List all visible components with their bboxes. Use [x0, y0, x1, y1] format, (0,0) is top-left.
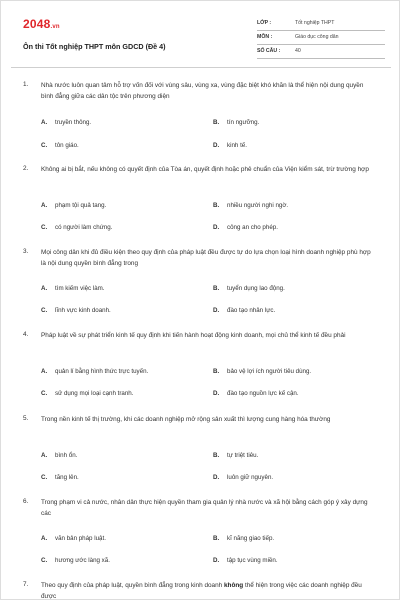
option-key: D.: [213, 224, 220, 231]
question-1: [1, 81, 400, 161]
meta-label: LỚP :: [257, 20, 272, 26]
option-d[interactable]: [213, 474, 273, 481]
exam-meta-table: [257, 17, 385, 59]
option-text: luôn giữ nguyên.: [227, 474, 274, 481]
option-key: C.: [41, 142, 48, 149]
meta-value: Giáo dục công dân: [295, 34, 339, 40]
logo-suffix-text: .vn: [50, 24, 60, 30]
option-b[interactable]: [213, 535, 274, 542]
question-text-emphasis: không: [224, 582, 244, 589]
question-number: 2.: [23, 165, 29, 172]
meta-row-class: [257, 17, 385, 31]
question-5: [1, 415, 400, 495]
meta-value: 40: [295, 48, 301, 54]
question-7: [1, 581, 400, 600]
question-2: [1, 165, 400, 245]
option-text: công an cho phép.: [227, 224, 278, 231]
option-c[interactable]: [41, 557, 110, 564]
option-a[interactable]: [41, 368, 148, 375]
option-text: kĩ năng giao tiếp.: [227, 535, 275, 542]
option-key: C.: [41, 224, 48, 231]
option-text: hương ước làng xã.: [55, 557, 110, 564]
option-key: C.: [41, 474, 48, 481]
meta-label: SỐ CÂU :: [257, 48, 281, 54]
option-key: D.: [213, 307, 220, 314]
option-text: văn bản pháp luật.: [55, 535, 106, 542]
option-text: lĩnh vực kinh doanh.: [55, 307, 111, 314]
option-b[interactable]: [213, 452, 258, 459]
option-text: đào tạo nguồn lực kế cận.: [227, 390, 299, 397]
option-key: C.: [41, 307, 48, 314]
option-key: D.: [213, 142, 220, 149]
option-text: sử dụng mọi loại cạnh tranh.: [55, 390, 134, 397]
option-key: B.: [213, 285, 220, 292]
option-key: A.: [41, 368, 48, 375]
question-text: Không ai bị bắt, nếu không có quyết định của Tòa án, quyết định hoặc phê chuẩn của Viện kiểm sát, trừ trường hợp: [41, 166, 369, 173]
option-key: A.: [41, 285, 48, 292]
option-text: quản lí bằng hình thức trực tuyến.: [55, 368, 149, 375]
option-a[interactable]: [41, 285, 105, 292]
option-text: truyền thông.: [55, 119, 92, 126]
option-a[interactable]: [41, 119, 91, 126]
option-c[interactable]: [41, 390, 133, 397]
option-b[interactable]: [213, 119, 259, 126]
question-3: [1, 248, 400, 328]
meta-label: MÔN :: [257, 34, 273, 40]
question-text-part: thể hiện trong việc các doanh nghiệp đều được: [41, 582, 362, 600]
question-4: [1, 331, 400, 411]
option-c[interactable]: [41, 307, 111, 314]
question-number: 3.: [23, 248, 29, 255]
meta-row-subject: [257, 31, 385, 45]
option-text: nhiều người nghi ngờ.: [227, 202, 289, 209]
option-key: D.: [213, 390, 220, 397]
question-number: 1.: [23, 81, 29, 88]
question-number: 5.: [23, 415, 29, 422]
option-text: tuyển dụng lao động.: [227, 285, 285, 292]
option-key: B.: [213, 452, 220, 459]
option-text: kinh tế.: [227, 142, 247, 149]
option-a[interactable]: [41, 535, 106, 542]
option-text: tín ngưỡng.: [227, 119, 260, 126]
exam-header: [15, 11, 387, 63]
option-c[interactable]: [41, 474, 79, 481]
meta-value: Tốt nghiệp THPT: [295, 20, 335, 26]
option-c[interactable]: [41, 224, 112, 231]
option-key: A.: [41, 119, 48, 126]
question-number: 4.: [23, 331, 29, 338]
option-text: bình ổn.: [55, 452, 78, 459]
option-key: C.: [41, 557, 48, 564]
option-key: B.: [213, 119, 220, 126]
option-text: phạm tội quả tang.: [55, 202, 107, 209]
option-d[interactable]: [213, 307, 275, 314]
option-text: tôn giáo.: [55, 142, 79, 149]
question-text: Mọi công dân khi đủ điều kiện theo quy định của pháp luật đều được tự do lựa chọn loại hình doanh nghiệp phù hợp là nội dung quyền bình đẳng trong: [41, 249, 371, 267]
option-key: B.: [213, 368, 220, 375]
option-text: tìm kiếm việc làm.: [55, 285, 105, 292]
question-text: Trong nền kinh tế thị trường, khi các doanh nghiệp mở rộng sản xuất thì lượng cung hàng hóa thường: [41, 416, 331, 423]
option-b[interactable]: [213, 202, 288, 209]
question-text: Trong phạm vi cả nước, nhân dân thực hiện quyền tham gia quản lý nhà nước và xã hội bằng cách góp ý xây dựng các: [41, 499, 368, 517]
option-a[interactable]: [41, 202, 106, 209]
question-text: Pháp luật về sự phát triển kinh tế quy định khi tiến hành hoạt động kinh doanh, mọi chủ thể kinh tế đều phải: [41, 332, 346, 339]
question-6: [1, 498, 400, 578]
option-d[interactable]: [213, 390, 299, 397]
option-b[interactable]: [213, 285, 285, 292]
header-divider: [11, 67, 391, 68]
option-d[interactable]: [213, 224, 278, 231]
option-b[interactable]: [213, 368, 311, 375]
option-text: tăng lên.: [55, 474, 79, 481]
option-text: tự triệt tiêu.: [227, 452, 259, 459]
option-text: tập tục vùng miền.: [227, 557, 278, 564]
option-c[interactable]: [41, 142, 79, 149]
option-key: D.: [213, 557, 220, 564]
option-d[interactable]: [213, 142, 247, 149]
exam-title: Ôn thi Tốt nghiệp THPT môn GDCD (Đề 4): [23, 42, 166, 51]
question-number: 6.: [23, 498, 29, 505]
meta-row-count: [257, 45, 385, 59]
question-number: 7.: [23, 581, 29, 588]
option-key: A.: [41, 535, 48, 542]
logo-main-text: 2048: [23, 17, 51, 31]
option-d[interactable]: [213, 557, 278, 564]
option-a[interactable]: [41, 452, 77, 459]
site-logo[interactable]: [23, 17, 60, 31]
question-text: Nhà nước luôn quan tâm hỗ trợ vốn đối với vùng sâu, vùng xa, vùng đặc biệt khó khăn là thể hiện nội dung quyền bình đẳng giữa các dân tộc trên phương diện: [41, 82, 364, 100]
question-text-part: Theo quy định của pháp luật, quyền bình đẳng trong kinh doanh: [41, 582, 224, 589]
option-key: B.: [213, 535, 220, 542]
option-text: bảo vệ lợi ích người tiêu dùng.: [227, 368, 312, 375]
option-key: D.: [213, 474, 220, 481]
question-text: [41, 581, 371, 600]
option-text: có người làm chứng.: [55, 224, 113, 231]
option-key: C.: [41, 390, 48, 397]
option-key: A.: [41, 452, 48, 459]
option-text: đào tạo nhân lực.: [227, 307, 276, 314]
option-key: A.: [41, 202, 48, 209]
option-key: B.: [213, 202, 220, 209]
